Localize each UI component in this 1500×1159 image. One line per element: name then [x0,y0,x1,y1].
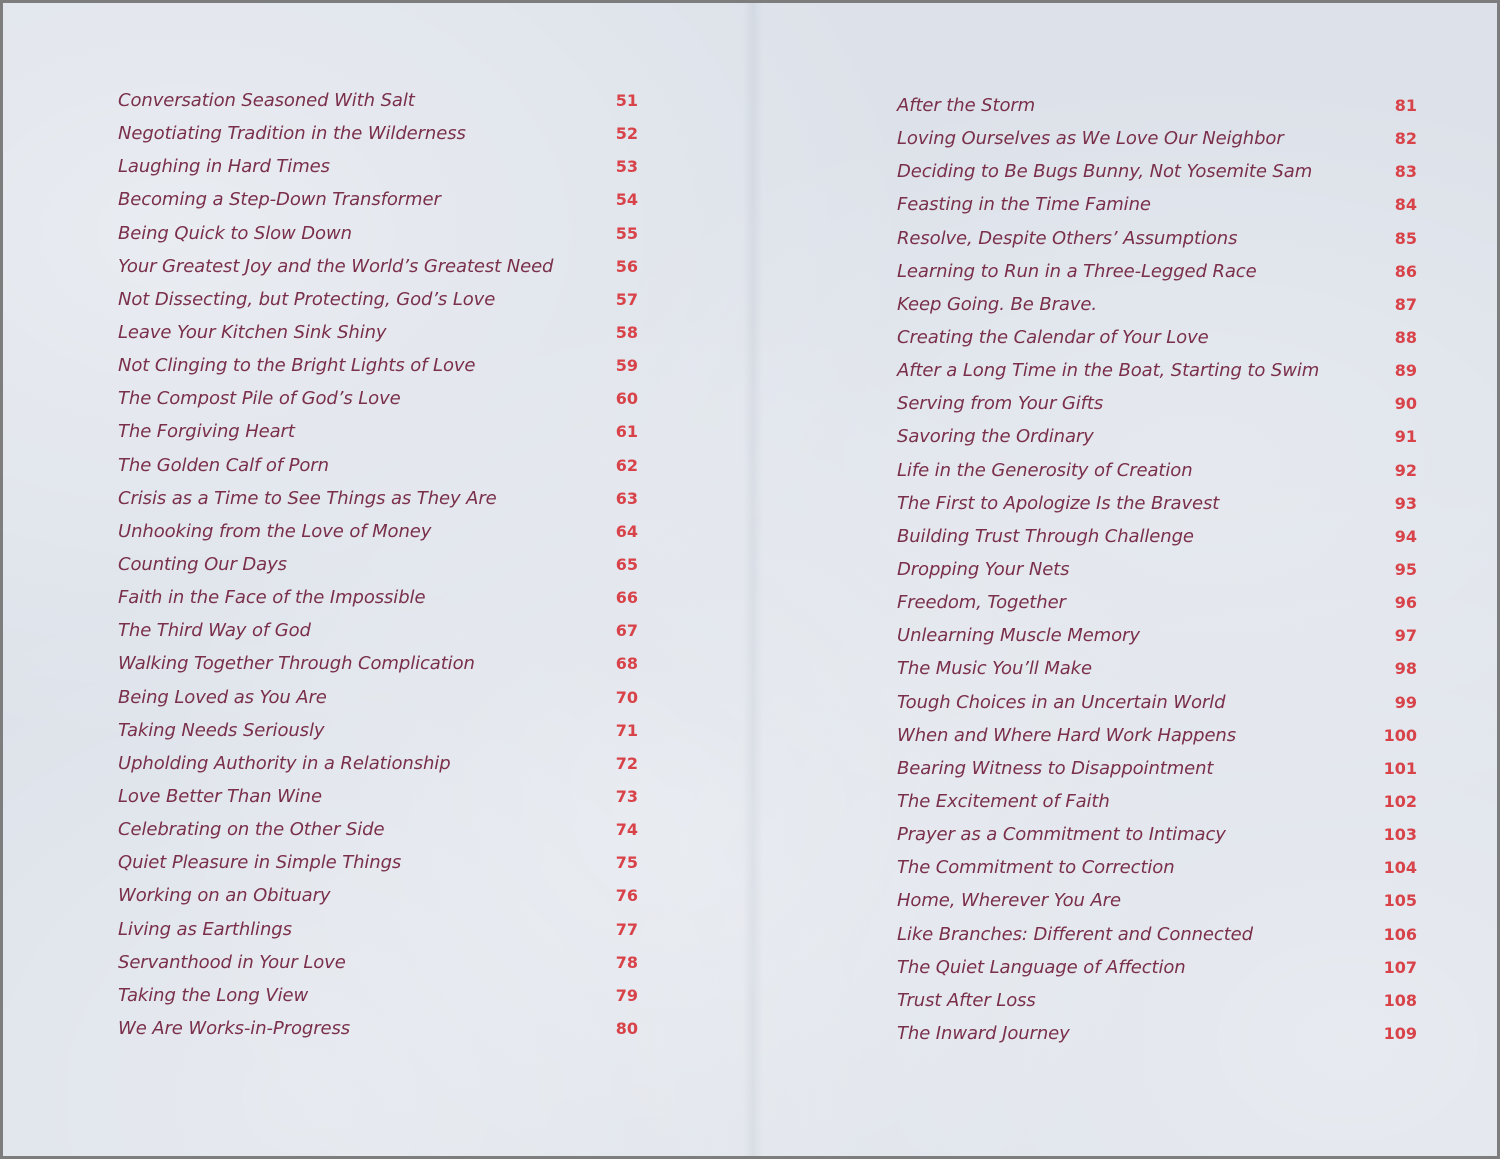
toc-entry-page-number: 107 [1383,957,1417,977]
toc-entry-page-number: 108 [1383,990,1417,1010]
toc-entry-page-number: 92 [1394,460,1417,480]
toc-entry-page-number: 67 [615,621,638,641]
toc-entry [118,780,638,813]
toc-entry-page-number: 57 [615,289,638,309]
toc-entry-page-number: 103 [1383,825,1417,845]
toc-entry [118,84,638,117]
toc-entry-page-number: 93 [1394,493,1417,513]
toc-entry [118,316,638,349]
toc-entry-page-number: 70 [615,687,638,707]
toc-entry-page-number: 56 [615,256,638,276]
toc-entry-title: Becoming a Step-Down Transformer [118,189,441,211]
page-gutter [743,3,763,1156]
toc-entry-title: When and Where Hard Work Happens [897,724,1237,746]
toc-entry-page-number: 98 [1394,659,1417,679]
toc-entry-page-number: 54 [615,190,638,210]
toc-entry [118,879,638,912]
toc-entry-title: Walking Together Through Complication [118,653,475,675]
toc-entry-page-number: 81 [1394,96,1417,115]
toc-left-page [118,84,638,1045]
toc-entry-title: Taking the Long View [118,984,309,1006]
toc-entry [897,288,1417,321]
toc-entry-title: Leave Your Kitchen Sink Shiny [118,321,387,343]
toc-entry-page-number: 72 [615,753,638,773]
toc-entry-page-number: 62 [615,455,638,475]
toc-entry-title: Servanthood in Your Love [118,951,346,973]
toc-entry-page-number: 66 [615,588,638,608]
toc-entry-page-number: 82 [1394,129,1417,149]
toc-entry-page-number: 95 [1394,559,1417,579]
toc-entry [897,255,1417,288]
toc-entry [118,515,638,548]
toc-entry [118,1012,638,1045]
toc-entry [118,382,638,415]
toc-entry-title: Celebrating on the Other Side [118,819,385,841]
toc-entry-title: The Third Way of God [118,620,311,642]
toc-entry-title: Not Dissecting, but Protecting, God’s Love [118,288,496,310]
toc-entry [118,581,638,614]
toc-entry [897,652,1417,685]
toc-entry-page-number: 84 [1394,195,1417,215]
toc-entry [897,818,1417,851]
toc-entry [897,918,1417,951]
toc-entry [897,984,1417,1017]
toc-entry-page-number: 76 [615,886,638,906]
toc-entry-title: Crisis as a Time to See Things as They Are [118,487,497,509]
toc-entry [897,851,1417,884]
toc-entry-page-number: 64 [615,521,638,541]
toc-entry-page-number: 97 [1394,626,1417,646]
toc-entry-title: Counting Our Days [118,553,287,575]
toc-entry [897,553,1417,586]
toc-entry-page-number: 73 [615,786,638,806]
toc-entry [897,89,1417,122]
toc-entry-title: After the Storm [897,95,1036,116]
toc-entry [118,217,638,250]
toc-entry-page-number: 60 [615,389,638,409]
toc-entry-title: Being Quick to Slow Down [118,222,352,244]
toc-entry-title: The Compost Pile of God’s Love [118,388,401,410]
toc-entry [897,122,1417,155]
toc-entry-title: Not Clinging to the Bright Lights of Love [118,355,476,377]
toc-entry [897,487,1417,520]
toc-entry-title: Dropping Your Nets [897,558,1070,580]
toc-entry-page-number: 52 [615,124,638,144]
toc-entry-page-number: 58 [615,322,638,342]
toc-entry-title: Love Better Than Wine [118,785,322,807]
toc-entry-title: The Quiet Language of Affection [897,956,1186,978]
toc-right-page [897,89,1417,1050]
toc-entry-page-number: 109 [1383,1023,1417,1043]
toc-entry-title: We Are Works-in-Progress [118,1017,351,1039]
toc-entry-title: The Commitment to Correction [897,857,1175,879]
toc-entry-page-number: 100 [1383,725,1417,745]
toc-entry [897,188,1417,221]
toc-entry [118,449,638,482]
toc-entry-title: Learning to Run in a Three-Legged Race [897,260,1257,282]
toc-entry-page-number: 90 [1394,394,1417,414]
toc-entry-title: Deciding to Be Bugs Bunny, Not Yosemite Sam [897,161,1313,183]
toc-entry [118,150,638,183]
toc-entry [118,714,638,747]
toc-entry [897,719,1417,752]
toc-entry [897,951,1417,984]
toc-entry-page-number: 51 [615,91,638,110]
toc-entry-title: Like Branches: Different and Connected [897,923,1253,945]
toc-entry [897,686,1417,719]
toc-entry-title: Trust After Loss [897,989,1036,1011]
toc-entry-page-number: 96 [1394,593,1417,613]
toc-entry-title: Prayer as a Commitment to Intimacy [897,824,1226,846]
toc-entry [118,250,638,283]
toc-entry [118,415,638,448]
toc-entry [897,520,1417,553]
toc-entry-page-number: 102 [1383,791,1417,811]
toc-entry [118,283,638,316]
toc-entry [118,681,638,714]
toc-entry-title: Upholding Authority in a Relationship [118,752,451,774]
toc-entry-title: Faith in the Face of the Impossible [118,587,426,609]
toc-entry [897,752,1417,785]
toc-entry-page-number: 94 [1394,526,1417,546]
toc-entry-title: Unhooking from the Love of Money [118,520,432,542]
toc-entry [897,222,1417,255]
toc-entry-title: Tough Choices in an Uncertain World [897,691,1226,713]
toc-entry-title: The Excitement of Faith [897,790,1110,812]
toc-entry-title: Quiet Pleasure in Simple Things [118,852,402,874]
toc-entry-title: Your Greatest Joy and the World’s Greatest Need [118,255,554,277]
toc-entry [897,321,1417,354]
toc-entry [118,846,638,879]
toc-entry [118,747,638,780]
toc-entry-page-number: 101 [1383,758,1417,778]
toc-entry-title: Freedom, Together [897,592,1066,614]
toc-entry-title: The Inward Journey [897,1022,1070,1044]
toc-entry-page-number: 68 [615,654,638,674]
toc-entry-title: The Forgiving Heart [118,421,295,443]
toc-entry-title: Creating the Calendar of Your Love [897,326,1209,348]
toc-entry-title: Living as Earthlings [118,918,292,940]
toc-entry-page-number: 87 [1394,294,1417,314]
toc-entry [897,354,1417,387]
toc-entry-page-number: 65 [615,554,638,574]
toc-entry [897,884,1417,917]
toc-entry-page-number: 63 [615,488,638,508]
toc-entry-page-number: 53 [615,157,638,177]
toc-entry-title: Conversation Seasoned With Salt [118,90,415,111]
toc-entry-title: After a Long Time in the Boat, Starting to Swim [897,360,1320,382]
toc-entry [897,1017,1417,1050]
toc-entry [897,155,1417,188]
toc-entry [118,548,638,581]
toc-entry [118,183,638,216]
toc-entry-page-number: 85 [1394,228,1417,248]
toc-entry [118,647,638,680]
toc-entry [118,946,638,979]
toc-entry-page-number: 106 [1383,924,1417,944]
toc-entry-title: Taking Needs Seriously [118,719,325,741]
toc-entry-title: Serving from Your Gifts [897,393,1104,415]
toc-entry-title: Negotiating Tradition in the Wilderness [118,123,466,145]
toc-entry-page-number: 71 [615,720,638,740]
toc-entry-title: Unlearning Muscle Memory [897,625,1140,647]
toc-entry-title: Loving Ourselves as We Love Our Neighbor [897,128,1284,150]
toc-entry [118,979,638,1012]
toc-entry-title: Keep Going. Be Brave. [897,293,1097,315]
toc-entry [118,913,638,946]
toc-entry [118,482,638,515]
toc-entry [118,117,638,150]
toc-entry-page-number: 61 [615,422,638,442]
toc-entry [897,387,1417,420]
toc-entry-page-number: 83 [1394,162,1417,182]
toc-entry-page-number: 55 [615,223,638,243]
toc-entry [118,614,638,647]
toc-entry-title: Life in the Generosity of Creation [897,459,1193,481]
book-spread [3,3,1497,1156]
toc-entry [897,586,1417,619]
toc-entry-page-number: 88 [1394,327,1417,347]
toc-entry-title: Savoring the Ordinary [897,426,1094,448]
toc-entry-page-number: 99 [1394,692,1417,712]
toc-entry-title: The Golden Calf of Porn [118,454,329,476]
toc-entry [897,454,1417,487]
toc-entry-page-number: 77 [615,919,638,939]
toc-entry-page-number: 78 [615,952,638,972]
toc-entry [118,349,638,382]
toc-entry [897,420,1417,453]
toc-entry-title: Home, Wherever You Are [897,890,1121,912]
toc-entry-title: Bearing Witness to Disappointment [897,757,1214,779]
toc-entry-page-number: 89 [1394,361,1417,381]
toc-entry-title: Building Trust Through Challenge [897,525,1194,547]
toc-entry-page-number: 74 [615,820,638,840]
toc-entry-page-number: 86 [1394,261,1417,281]
toc-entry-title: Working on an Obituary [118,885,331,907]
toc-entry [897,619,1417,652]
toc-entry-title: The Music You’ll Make [897,658,1092,680]
toc-entry-page-number: 79 [615,985,638,1005]
toc-entry-page-number: 91 [1394,427,1417,447]
toc-entry-title: Laughing in Hard Times [118,156,330,178]
toc-entry-page-number: 80 [615,1018,638,1038]
toc-entry [897,785,1417,818]
toc-entry-page-number: 105 [1383,891,1417,911]
toc-entry-page-number: 59 [615,356,638,376]
toc-entry-title: Resolve, Despite Others’ Assumptions [897,227,1238,249]
toc-entry-title: Being Loved as You Are [118,686,327,708]
toc-entry [118,813,638,846]
toc-entry-page-number: 75 [615,853,638,873]
toc-entry-title: The First to Apologize Is the Bravest [897,492,1220,514]
toc-entry-page-number: 104 [1383,858,1417,878]
toc-entry-title: Feasting in the Time Famine [897,194,1151,216]
